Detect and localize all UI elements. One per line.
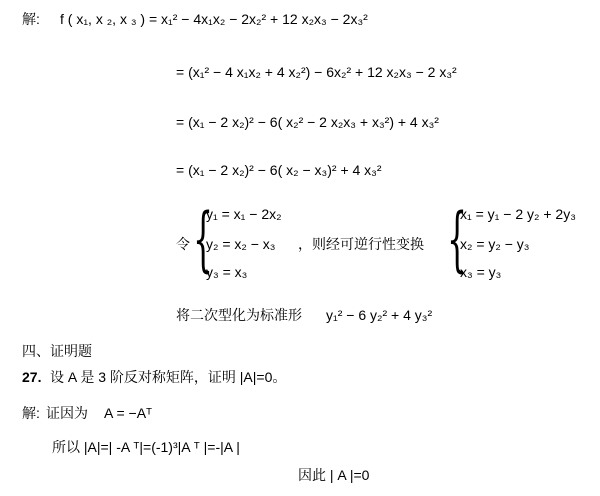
proof-line-1-text: 证因为 [46, 405, 88, 421]
left-brace: { [193, 198, 214, 280]
proof-label: 解: [22, 405, 40, 421]
proof-line-2: 所以 |A|=| -A ᵀ|=(-1)³|A ᵀ |=-|A | [52, 439, 240, 455]
let-word: 令 [176, 236, 190, 252]
solution-line-3: = (x₁ − 2 x₂)² − 6( x₂² − 2 x₂x₃ + x₃²) + 4 x₃² [176, 114, 439, 130]
solution-line-4: = (x₁ − 2 x₂)² − 6( x₂ − x₃)² + 4 x₃² [176, 162, 382, 178]
right-brace: { [447, 198, 468, 280]
system-right-eq-3: x₃ = y₃ [460, 264, 502, 280]
system-right-eq-1: x₁ = y₁ − 2 y₂ + 2y₃ [460, 206, 576, 222]
proof-line-3: 因此 | A |=0 [298, 467, 370, 483]
proof-line-1-math: A = −Aᵀ [104, 405, 153, 421]
solution-line-2: = (x₁² − 4 x₁x₂ + 4 x₂²) − 6x₂² + 12 x₂x₃ − 2 x₃² [176, 64, 457, 80]
problem-number: 27. [22, 369, 42, 385]
standard-text: 将二次型化为标准形 [176, 307, 302, 323]
system-left-eq-1: y₁ = x₁ − 2x₂ [206, 206, 282, 222]
section-heading: 四、证明题 [22, 343, 92, 359]
solution-line-1: f ( x₁, x ₂, x ₃ ) = x₁² − 4x₁x₂ − 2x₂² + 12 x₂x₃ − 2x₃² [60, 11, 368, 27]
problem-text: 设 A 是 3 阶反对称矩阵，证明 |A|=0。 [50, 369, 287, 385]
system-right-eq-2: x₂ = y₂ − y₃ [460, 236, 530, 252]
solution-label: 解: [22, 11, 40, 27]
system-left-eq-2: y₂ = x₂ − x₃ [206, 236, 276, 252]
standard-form: y₁² − 6 y₂² + 4 y₃² [326, 307, 433, 323]
system-left-eq-3: y₃ = x₃ [206, 264, 248, 280]
transform-text: ，则经可逆行性变换 [298, 236, 424, 252]
